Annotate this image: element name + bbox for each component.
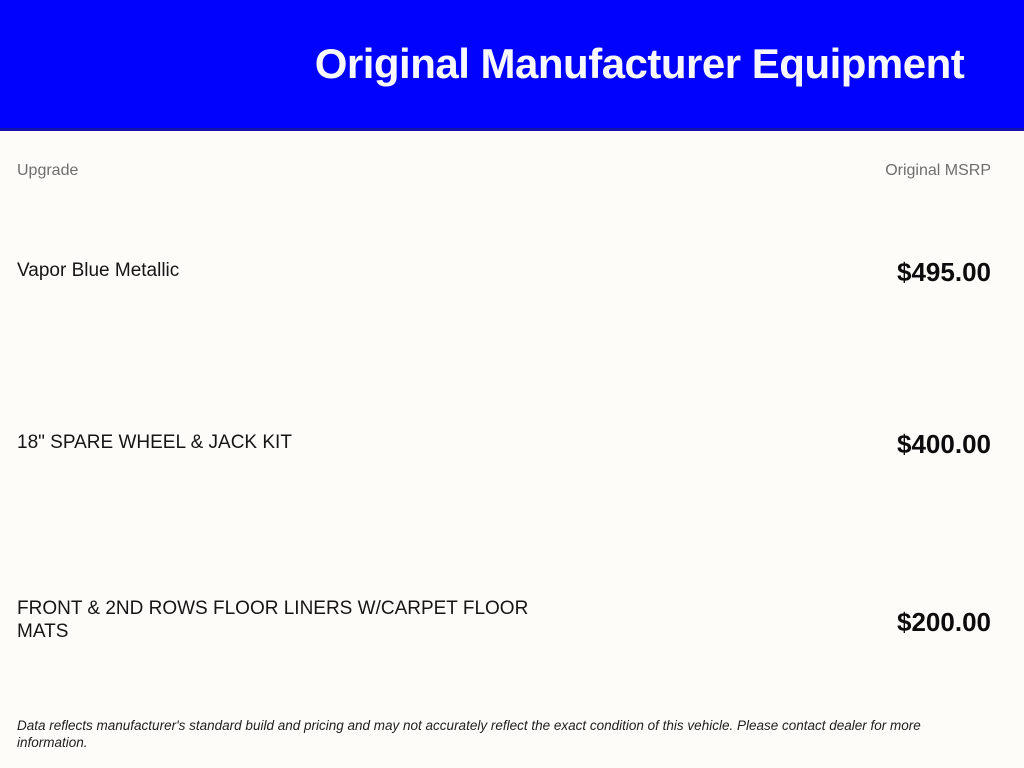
equipment-row: [17, 425, 991, 460]
equipment-price: $200.00: [897, 606, 991, 637]
equipment-price: $495.00: [897, 257, 991, 287]
disclaimer-text: Data reflects manufacturer's standard build and pricing and may not accurately reflect the exact condition of this vehicle. Please contact dealer for more information.: [17, 718, 921, 750]
equipment-price: $400.00: [897, 429, 991, 459]
equipment-name: Vapor Blue Metallic: [17, 260, 180, 281]
equipment-name: 18" SPARE WHEEL & JACK KIT: [17, 432, 292, 453]
column-header-msrp: Original MSRP: [885, 162, 991, 179]
equipment-name: FRONT & 2ND ROWS FLOOR LINERS W/CARPET FLOOR MATS: [17, 598, 529, 642]
header-banner: [0, 0, 1024, 131]
column-headers: [17, 161, 991, 180]
column-header-upgrade: Upgrade: [17, 162, 79, 179]
equipment-row: [17, 253, 991, 288]
page-title: Original Manufacturer Equipment: [314, 40, 965, 87]
equipment-list: [0, 161, 1024, 751]
equipment-row: [17, 597, 991, 643]
